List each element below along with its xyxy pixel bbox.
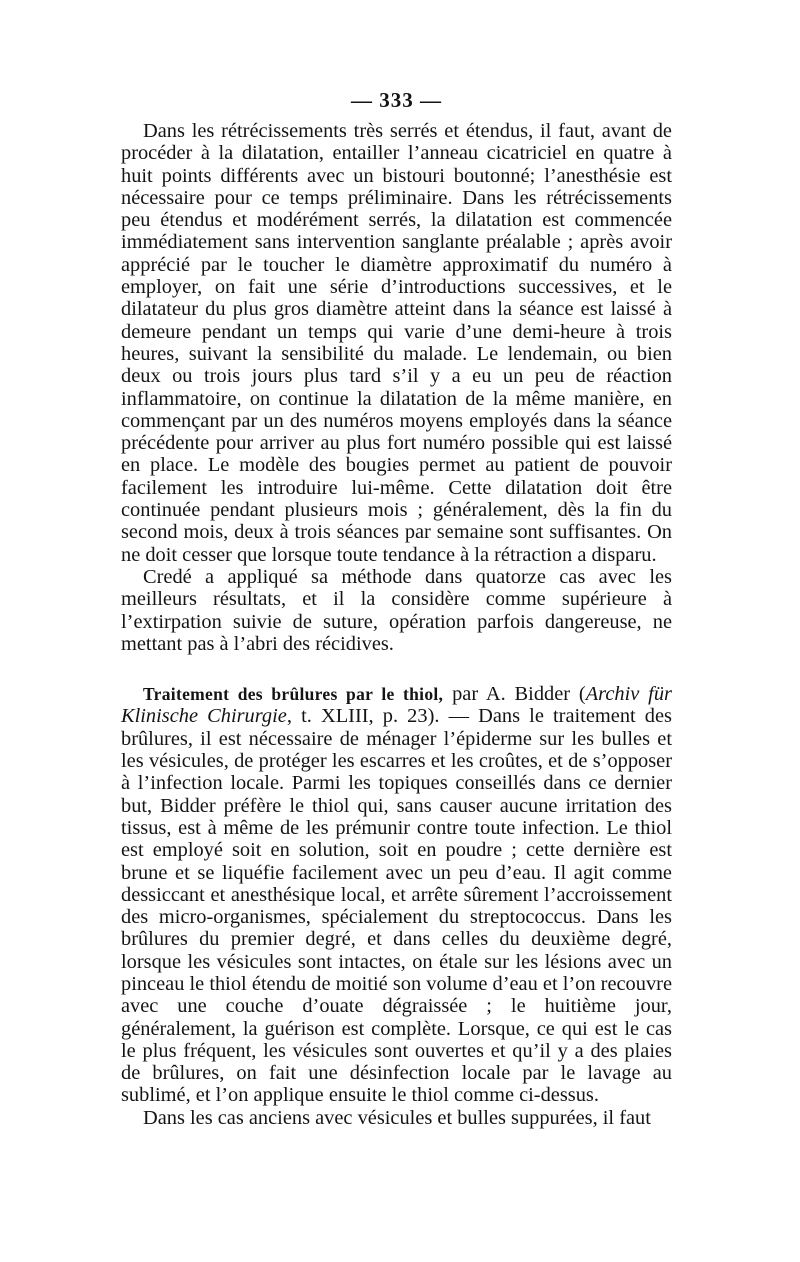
page-number: — 333 — <box>351 88 442 112</box>
section-journal: Archiv für Klinische Chirurgie <box>121 683 672 728</box>
section-gap <box>121 655 672 683</box>
paragraph-dilatation: Dans les rétrécissements très serrés et étendus, il faut, avant de procéder à la dilatation, entailler l’anneau cicatriciel en quatre à huit points différents avec un bistouri boutonné; l’anesthésie est nécessaire pour ce temps préliminaire. Dans les rétrécissements peu étendus et modérément serrés, la dilatation est commencée immédiatement sans intervention sanglante préalable ; après avoir apprécié par le toucher le diamètre approximatif du numéro à employer, on fait une série d’introductions successives, et le dilatateur du plus gros diamètre atteint dans la séance est laissé à demeure pendant un temps qui varie d’une demi-heure à trois heures, suivant la sensibilité du malade. Le lendemain, ou bien deux ou trois jours plus tard s’il y a eu un peu de réaction inflammatoire, on continue la dilatation de la même manière, en commençant par un des numéros moyens employés dans la séance précédente pour arriver au plus fort numéro possible qui est laissé en place. Le modèle des bougies permet au patient de pouvoir facilement les introduire lui-même. Cette dilatation doit être continuée pendant plusieurs mois ; généralement, dès la fin du second mois, deux à trois séances par semaine sont suffisantes. On ne doit cesser que lorsque toute tendance à la rétraction a disparu. <box>121 120 672 566</box>
paragraph-last: Dans les cas anciens avec vésicules et bulles suppurées, il faut <box>143 1106 651 1129</box>
page-body <box>121 82 672 1129</box>
section-citation: , t. XLIII, p. 23). <box>286 705 440 728</box>
section-byline: par A. Bidder ( <box>443 683 586 706</box>
paragraph-crede: Credé a appliqué sa méthode dans quatorze cas avec les meilleurs résultats, et il la considère comme supérieure à l’extirpation suivie de suture, opération parfois dangereuse, ne mettant pas à l’abri des récidives. <box>121 565 672 655</box>
section-title: Traitement des brûlures par le thiol, <box>143 684 444 705</box>
section-thiol <box>121 683 672 1107</box>
section-body: — Dans le traitement des brûlures, il est nécessaire de ménager l’épiderme sur les bulles et les vésicules, de protéger les escarres et les croûtes, et de s’opposer à l’infection locale. Parmi les topiques conseillés dans ce dernier but, Bidder préfère le thiol qui, sans causer aucune irritation des tissus, est à même de les prémunir contre toute infection. Le thiol est employé soit en solution, soit en poudre ; cette dernière est brune et se liquéfie facilement avec un peu d’eau. Il agit comme dessiccant et anesthésique local, et arrête sûrement l’accroissement des micro-organismes, spécialement du streptococcus. Dans les brûlures du premier degré, et dans celles du deuxième degré, lorsque les vésicules sont intactes, on étale sur les lésions avec un pinceau le thiol étendu de moitié son volume d’eau et l’on recouvre avec une couche d’ouate dégraissée ; le huitième jour, généralement, la guérison est complète. Lorsque, ce qui est le cas le plus fréquent, les vésicules sont ouvertes et qu’il y a des plaies de brûlures, on fait une désinfection locale par le lavage au sublimé, et l’on applique ensuite le thiol comme ci-dessus. <box>121 705 672 1107</box>
